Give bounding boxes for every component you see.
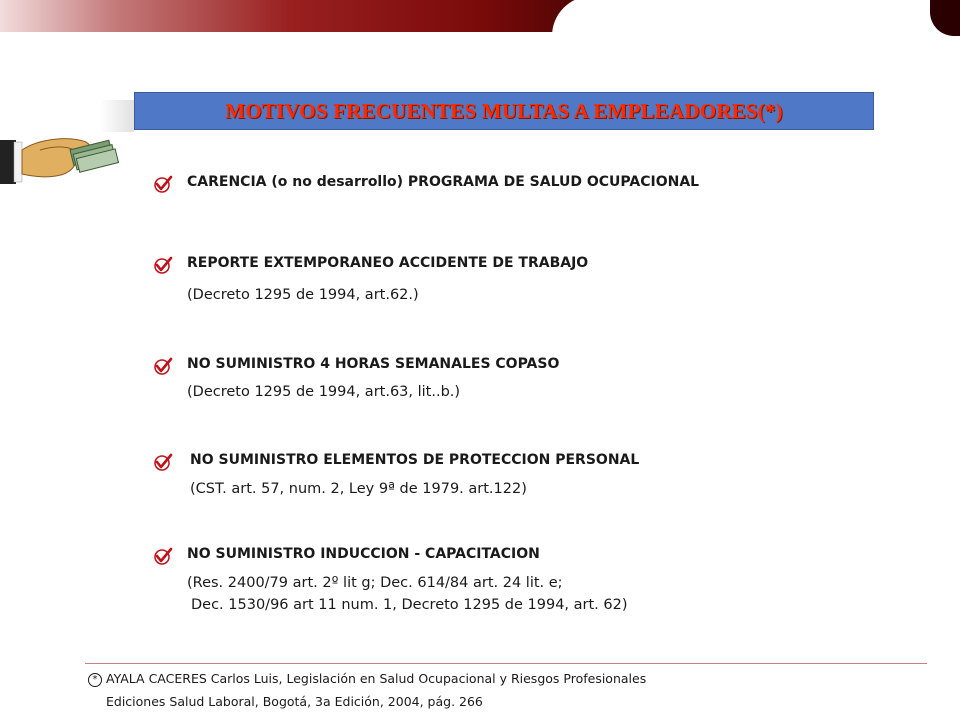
item-reference: (Decreto 1295 de 1994, art.63, lit..b.)	[187, 384, 461, 400]
footer-citation-line1: * AYALA CACERES Carlos Luis, Legislación en Salud Ocupacional y Riesgos Profesionales	[88, 671, 646, 687]
item-title: REPORTE EXTEMPORANEO ACCIDENTE DE TRABAJO	[187, 255, 589, 271]
title-banner	[134, 92, 874, 130]
footer-citation-line2: Ediciones Salud Laboral, Bogotá, 3a Edición, 2004, pág. 266	[106, 694, 483, 709]
item-title: NO SUMINISTRO ELEMENTOS DE PROTECCION PERSONAL	[190, 452, 640, 468]
check-circle-icon	[152, 546, 174, 566]
check-circle-icon	[152, 255, 174, 275]
item-reference: (CST. art. 57, num. 2, Ley 9ª de 1979. art.122)	[190, 481, 527, 497]
item-title: NO SUMINISTRO 4 HORAS SEMANALES COPASO	[187, 356, 560, 372]
top-tab-shape	[552, 0, 960, 56]
item-title: CARENCIA (o no desarrollo) PROGRAMA DE SALUD OCUPACIONAL	[187, 174, 700, 190]
check-circle-icon	[152, 452, 174, 472]
item-reference: (Res. 2400/79 art. 2º lit g; Dec. 614/84 art. 24 lit. e;	[187, 575, 563, 591]
hand-with-money-icon	[0, 120, 130, 190]
page-title: MOTIVOS FRECUENTES MULTAS A EMPLEADORES(*)	[225, 98, 783, 123]
item-reference: (Decreto 1295 de 1994, art.62.)	[187, 287, 419, 303]
item-title: NO SUMINISTRO INDUCCION - CAPACITACION	[187, 546, 540, 562]
asterisk-icon: *	[88, 673, 102, 687]
item-reference: Dec. 1530/96 art 11 num. 1, Decreto 1295 de 1994, art. 62)	[191, 597, 628, 613]
check-circle-icon	[152, 356, 174, 376]
check-circle-icon	[152, 174, 174, 194]
footer-divider	[85, 663, 927, 664]
